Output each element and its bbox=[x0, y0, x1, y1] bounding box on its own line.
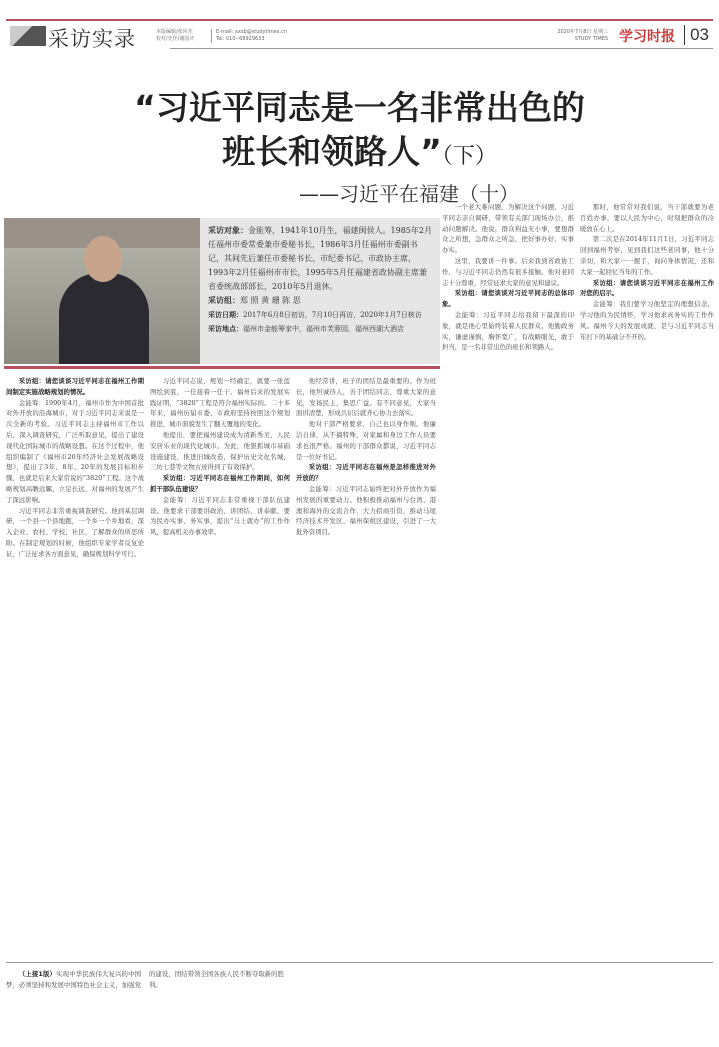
article-column bbox=[296, 376, 436, 960]
email: E-mail: xxsb@studytimes.cn bbox=[216, 29, 287, 35]
paragraph: 金能筹：我们要学习他坚定的理想信念，学习他的为民情怀，学习他求真务实的工作作风。福州今天的发展成就，是与习近平同志当年打下的基础分不开的。 bbox=[580, 300, 714, 341]
title-line-1: “习近平同志是一名非常出色的 bbox=[134, 88, 585, 127]
editor: 本版编辑/张同杰 bbox=[156, 29, 193, 35]
divider bbox=[4, 366, 440, 369]
paragraph: 金能筹：习近平同志始终把对外开放作为福州发展的重要动力。他积极推动福州与台湾、港澳和海外的交流合作，大力招商引资，推动马尾经济技术开发区、福州保税区建设，引进了一大批外资项目。 bbox=[296, 484, 436, 537]
article-column bbox=[580, 202, 714, 960]
interviewee-photo bbox=[4, 218, 200, 364]
paragraph: 金能筹：1990年4月，福州市作为中国首批对外开放的沿海城市，对于习近平同志来说是一次全新的考验。习近平同志主持福州市工作以后，深入调查研究，广泛听取意见，提出了建设现代化国际城市的战略设想。在这个过程中，他组织编制了《福州市20年经济社会发展战略设想》，提出了3年、8年、20年的发展目标和步骤，也就是后来大家常说的“3820”工程。这个战略规划高瞻远瞩、立足长远，对福州的发展产生了深远影响。 bbox=[6, 398, 144, 504]
issue-date: 2020年7月8日 星期三 bbox=[557, 29, 608, 35]
paragraph: 他经常讲，班子的团结是最重要的。作为班长，他坦诚待人，善于团结同志，尊重大家的意见，发扬民主，集思广益。有不同意见，大家当面讲清楚，形成共识后就齐心协力去落实。 bbox=[296, 377, 436, 418]
interview-place: 福州市金能筹家中，福州市芙蓉园，福州西湖大酒店 bbox=[243, 325, 404, 333]
article-title bbox=[0, 86, 719, 179]
article-subtitle: ——习近平在福建（十） bbox=[299, 182, 519, 206]
interview-question: 采访组：请您谈谈习近平同志在福州工作对您的启示。 bbox=[580, 278, 714, 298]
newspaper-brand: 学习时报 bbox=[619, 29, 675, 45]
footer-text bbox=[6, 969, 713, 1047]
reporter-label: 采访组： bbox=[208, 296, 240, 305]
section-title: 采访实录 bbox=[48, 27, 136, 51]
place-label: 采访地点： bbox=[208, 325, 243, 333]
section-logo-icon bbox=[10, 26, 46, 46]
interview-dates: 2017年6月8日初访，7月10日再访，2020年1月7日核访 bbox=[243, 311, 422, 319]
phone: Tel: 010--68929633 bbox=[216, 36, 265, 42]
title-line-2: 班长和领路人” bbox=[222, 132, 442, 171]
header-rule bbox=[170, 48, 713, 49]
paragraph: 一个老大难问题，为解决这个问题，习近平同志亲自调研，带领有关部门现场办公，推动问题解决。他说，群众利益无小事，要想群众之所想，急群众之所急，把好事办好、实事办实。 bbox=[442, 203, 574, 255]
continued-note: （上接1版） bbox=[18, 970, 57, 978]
paragraph: 这里，我要讲一件事。后来我到省政协工作，与习近平同志仍然有很多接触。他对老同志十分尊重，经常征求大家的意见和建议。 bbox=[442, 256, 574, 287]
proofreader: 校对/史佳/谢国庆 bbox=[156, 36, 195, 42]
paragraph: 习近平同志非常重视调查研究。他到基层调研，一个县一个县地跑，一个乡一个乡地看，深入企业、农村、学校、社区，了解群众的所思所盼。在制定规划的时候，他组织专家学者反复论证，广泛征求各方面意见，确保规划科学可行。 bbox=[6, 506, 144, 558]
footer-section bbox=[6, 962, 713, 989]
paragraph: 习近平同志说，规划一经确定，就要一张蓝图绘到底，一任接着一任干。福州后来的发展实践证明，“3820”工程是符合福州实际的。二十多年来，福州历届市委、市政府坚持按照这个规划推进，城市面貌发生了翻天覆地的变化。 bbox=[150, 377, 290, 429]
subject-label: 采访对象： bbox=[208, 226, 248, 235]
interview-info-box bbox=[200, 218, 440, 364]
article-column bbox=[6, 376, 144, 960]
interview-question: 采访组：请您谈谈习近平同志在福州工作期间制定实施战略规划的情况。 bbox=[6, 377, 144, 396]
title-suffix: （下） bbox=[441, 144, 497, 169]
paragraph: 金能筹：习近平同志非常重视干部队伍建设。他要求干部要讲政治、讲团结、讲奉献，要为民办实事、务实事，提出“马上就办”的工作作风，提高机关办事效率。 bbox=[150, 495, 290, 537]
page-header bbox=[6, 19, 713, 49]
footer-paragraph: 实现中华民族伟大复兴的中国梦，必须坚持和发展中国特色社会主义，加强党的建设，团结带领全国各族人民不断夺取新的胜利。 bbox=[6, 970, 284, 989]
english-name: STUDY TIMES bbox=[574, 36, 608, 42]
paragraph: 他提出，要把福州建设成为清新秀美、人民安居乐业的现代化城市。为此，他狠抓城市基础设施建设，推进旧城改造，保护历史文化名城，三坊七巷等文物古迹得到了有效保护。 bbox=[150, 430, 290, 472]
interview-question: 采访组：习近平同志在福州工作期间，如何抓干部队伍建设？ bbox=[150, 474, 290, 493]
article-column bbox=[442, 202, 574, 960]
contact-info bbox=[211, 29, 287, 43]
page-number: 03 bbox=[684, 25, 709, 45]
paragraph: 那时，他常常对我们说，当干部就要为老百姓办事，要以人民为中心，时刻把群众的冷暖放在心上。 bbox=[580, 203, 714, 233]
issue-info bbox=[557, 29, 608, 43]
paragraph: 第二次是在2014年11月1日，习近平同志回到福州考察，见到我们这些老同事，他十分亲切，和大家一一握手，询问身体情况，还和大家一起回忆当年的工作。 bbox=[580, 235, 714, 276]
article-column bbox=[150, 376, 290, 960]
subject-bio: 金能筹，1941年10月生，福建闽侯人。1985年2月任福州市委常委兼市委秘书长，1986年3月任福州市委副书记，其间先后兼任市委秘书长、市纪委书记、市政协主席，1993年2月任福州市市长，1995年5月任福建省政协副主席兼省委统战部部长，2010年5月退休。 bbox=[208, 226, 432, 291]
paragraph: 金能筹：习近平同志给我留下最深的印象，就是他心里始终装着人民群众。他勤政务实，谦虚谨慎，胸怀宽广，有战略眼光，敢于担当，是一名非常出色的班长和领路人。 bbox=[442, 310, 574, 352]
reporters: 郑 照 黄 珊 陈 思 bbox=[240, 296, 301, 305]
date-label: 采访日期： bbox=[208, 311, 243, 319]
interview-question: 采访组：请您谈谈对习近平同志的总体印象。 bbox=[442, 289, 574, 309]
editor-info bbox=[156, 29, 194, 43]
paragraph: 他对干部严格要求，自己也以身作则。他廉洁自律，从不搞特殊，对家属和身边工作人员要求也很严格。福州的干部群众都说，习近平同志是一位好书记。 bbox=[296, 420, 436, 461]
interview-question: 采访组：习近平同志在福州是怎样推进对外开放的？ bbox=[296, 463, 436, 483]
